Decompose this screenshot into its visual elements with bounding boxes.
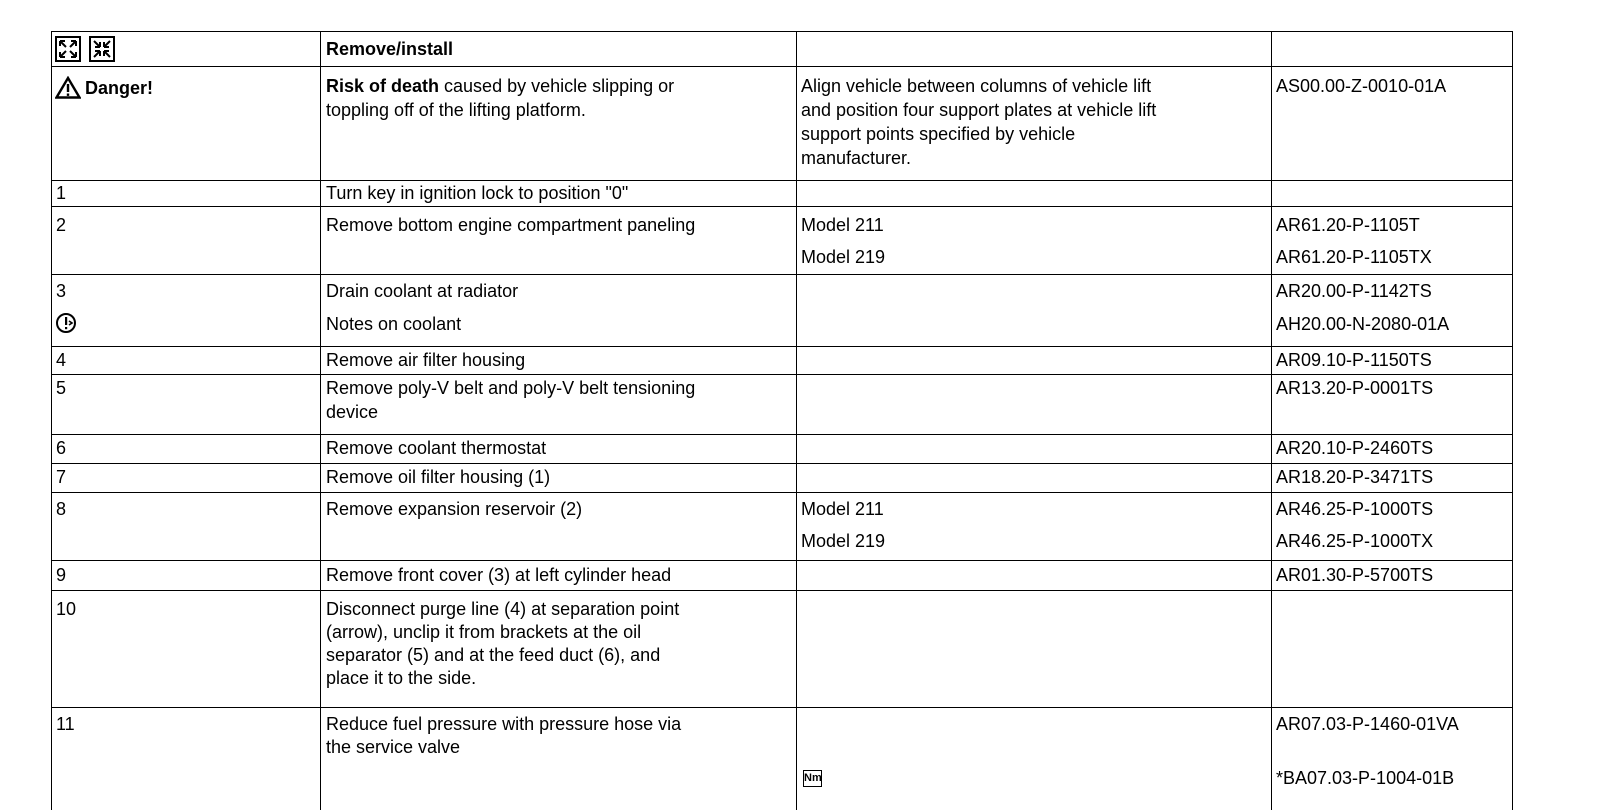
- column-divider-3: [1271, 31, 1272, 810]
- reference-link[interactable]: AH20.00-N-2080-01A: [1276, 314, 1450, 334]
- row-divider: [51, 66, 1513, 67]
- step-text: Remove expansion reservoir (2): [326, 499, 583, 519]
- step-text: place it to the side.: [326, 668, 477, 688]
- reference-link[interactable]: AR13.20-P-0001TS: [1276, 378, 1434, 398]
- danger-instruction-line: manufacturer.: [801, 148, 912, 168]
- step-text: (arrow), unclip it from brackets at the oil: [326, 622, 642, 642]
- model-label: Model 219: [801, 247, 886, 267]
- step-text: Remove front cover (3) at left cylinder head: [326, 565, 672, 585]
- danger-instruction-line: and position four support plates at vehicle lift: [801, 100, 1157, 120]
- row-divider: [51, 346, 1513, 347]
- expand-arrows-icon[interactable]: [55, 36, 81, 62]
- model-label: Model 219: [801, 531, 886, 551]
- note-info-icon: [55, 312, 77, 334]
- row-divider: [51, 274, 1513, 275]
- step-text: Turn key in ignition lock to position "0": [326, 183, 629, 203]
- reference-link[interactable]: AR20.00-P-1142TS: [1276, 281, 1432, 301]
- column-divider-1: [320, 31, 321, 810]
- row-divider: [51, 492, 1513, 493]
- collapse-arrows-icon[interactable]: [89, 36, 115, 62]
- table-border-right: [1512, 31, 1513, 810]
- reference-link[interactable]: AR07.03-P-1460-01VA: [1276, 714, 1459, 734]
- step-number: 10: [56, 599, 77, 619]
- danger-label: Danger!: [85, 78, 154, 98]
- section-title: Remove/install: [326, 39, 454, 59]
- warning-triangle-icon: [55, 76, 81, 99]
- step-number: 5: [56, 378, 67, 398]
- reference-link[interactable]: AR20.10-P-2460TS: [1276, 438, 1434, 458]
- torque-nm-icon[interactable]: Nm: [803, 770, 822, 787]
- row-divider: [51, 180, 1513, 181]
- reference-link[interactable]: *BA07.03-P-1004-01B: [1276, 768, 1455, 788]
- step-number: 11: [56, 714, 75, 734]
- step-text: Remove coolant thermostat: [326, 438, 547, 458]
- step-text: device: [326, 402, 379, 422]
- danger-instruction-line: Align vehicle between columns of vehicle lift: [801, 76, 1152, 96]
- table-border-left: [51, 31, 52, 810]
- row-divider: [51, 463, 1513, 464]
- step-text: Remove bottom engine compartment paneling: [326, 215, 696, 235]
- step-number: 4: [56, 350, 67, 370]
- reference-link[interactable]: AR18.20-P-3471TS: [1276, 467, 1434, 487]
- risk-statement: [326, 76, 674, 97]
- step-text: Remove oil filter housing (1): [326, 467, 551, 487]
- step-number: 8: [56, 499, 67, 519]
- step-text: Remove poly-V belt and poly-V belt tensioning: [326, 378, 696, 398]
- row-divider: [51, 707, 1513, 708]
- step-text: the service valve: [326, 737, 461, 757]
- step-number: 3: [56, 281, 67, 301]
- step-text: Reduce fuel pressure with pressure hose via: [326, 714, 682, 734]
- step-text: Drain coolant at radiator: [326, 281, 519, 301]
- reference-link[interactable]: AR46.25-P-1000TX: [1276, 531, 1434, 551]
- danger-reference-link[interactable]: AS00.00-Z-0010-01A: [1276, 76, 1447, 96]
- reference-link[interactable]: AR61.20-P-1105TX: [1276, 247, 1432, 267]
- risk-text-line: toppling off of the lifting platform.: [326, 100, 586, 120]
- step-text: separator (5) and at the feed duct (6), and: [326, 645, 661, 665]
- risk-text: caused by vehicle slipping or: [439, 76, 675, 96]
- step-note-text: Notes on coolant: [326, 314, 462, 334]
- step-text: Disconnect purge line (4) at separation point: [326, 599, 680, 619]
- row-divider: [51, 31, 1513, 32]
- reference-link[interactable]: AR09.10-P-1150TS: [1276, 350, 1432, 370]
- reference-link[interactable]: AR61.20-P-1105T: [1276, 215, 1420, 235]
- row-divider: [51, 206, 1513, 207]
- model-label: Model 211: [801, 215, 884, 235]
- reference-link[interactable]: AR46.25-P-1000TS: [1276, 499, 1434, 519]
- step-number: 9: [56, 565, 67, 585]
- step-number: 1: [56, 183, 67, 203]
- step-number: 7: [56, 467, 67, 487]
- row-divider: [51, 374, 1513, 375]
- step-number: 2: [56, 215, 67, 235]
- column-divider-2: [796, 31, 797, 810]
- row-divider: [51, 560, 1513, 561]
- risk-title: Risk of death: [326, 76, 440, 96]
- step-number: 6: [56, 438, 67, 458]
- step-text: Remove air filter housing: [326, 350, 526, 370]
- row-divider: [51, 590, 1513, 591]
- model-label: Model 211: [801, 499, 884, 519]
- reference-link[interactable]: AR01.30-P-5700TS: [1276, 565, 1434, 585]
- row-divider: [51, 434, 1513, 435]
- danger-instruction-line: support points specified by vehicle: [801, 124, 1076, 144]
